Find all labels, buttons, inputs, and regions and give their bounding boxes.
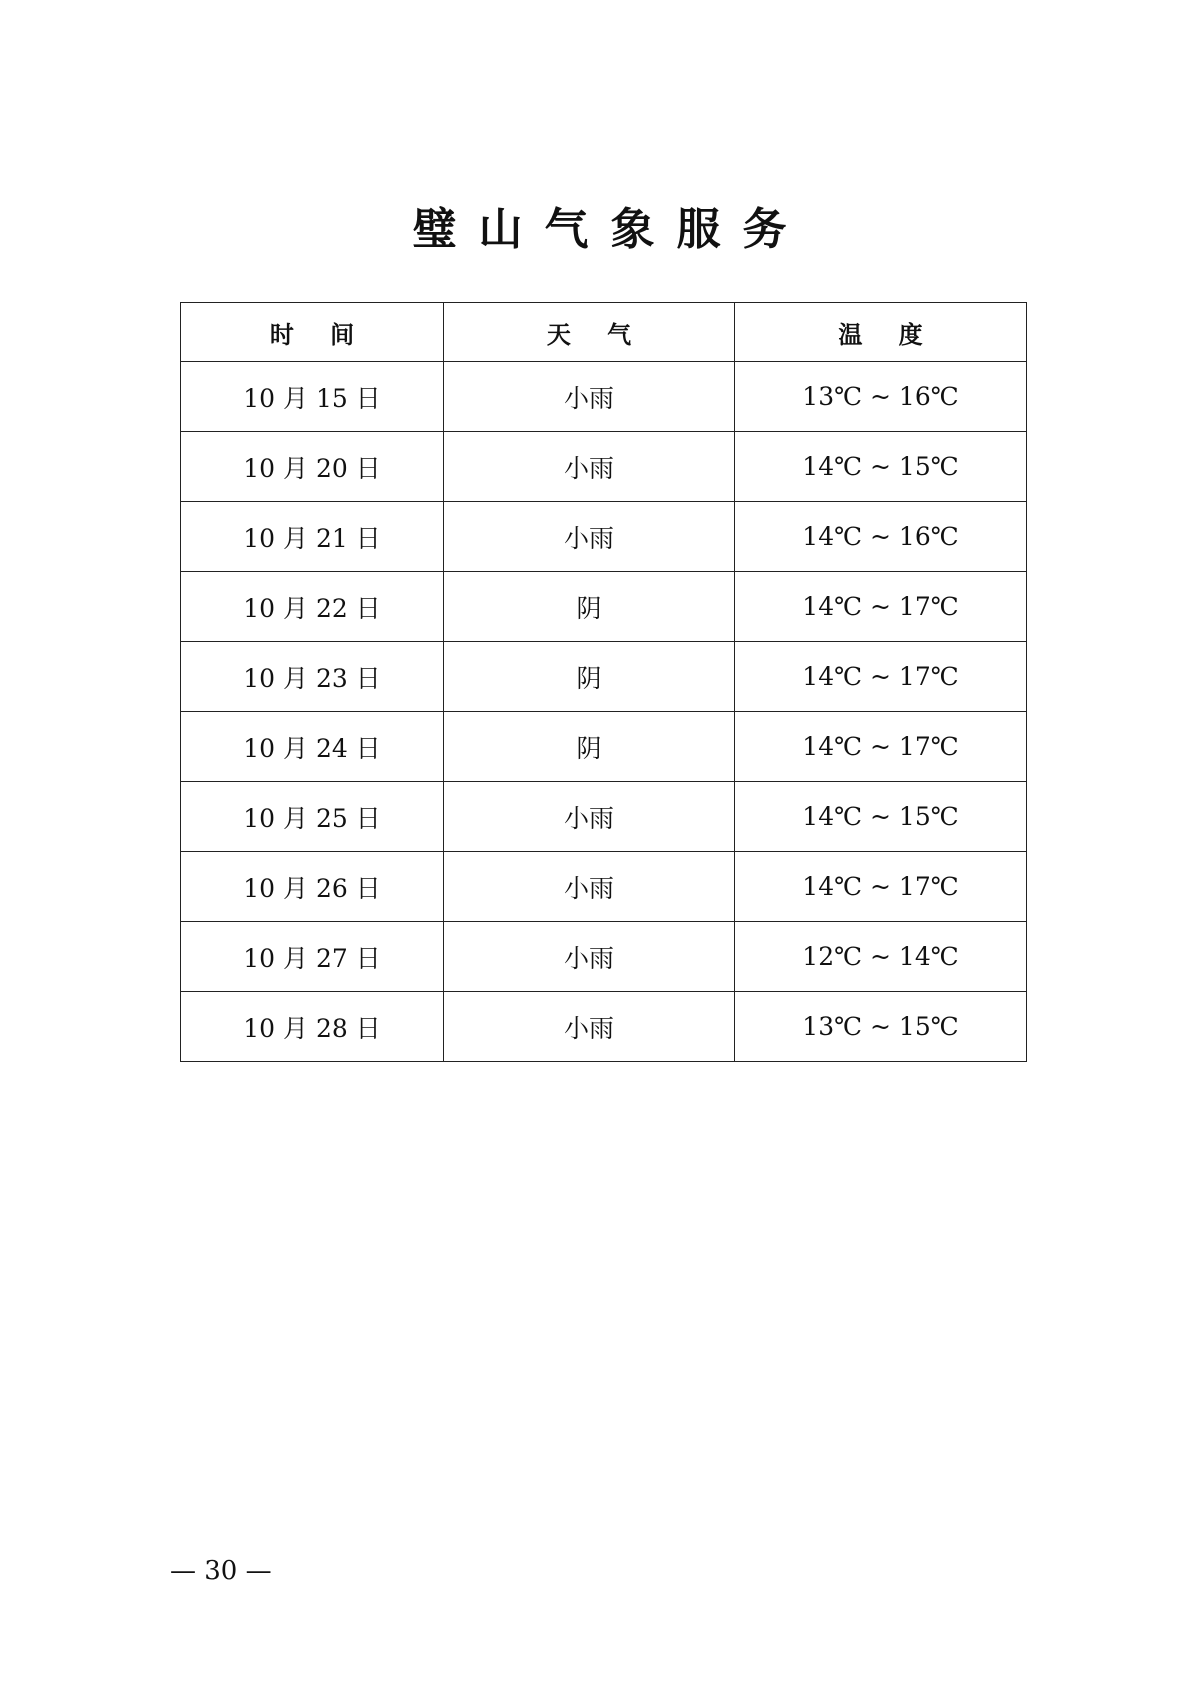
cell-temperature: 14℃ ~ 17℃ <box>735 572 1027 642</box>
table-row <box>181 992 1027 1062</box>
cell-date: 10 月 26 日 <box>181 852 444 922</box>
cell-temperature: 13℃ ~ 16℃ <box>735 362 1027 432</box>
cell-temperature: 14℃ ~ 17℃ <box>735 852 1027 922</box>
header-temperature: 温 度 <box>735 303 1027 362</box>
cell-weather: 阴 <box>444 642 735 712</box>
cell-weather: 阴 <box>444 572 735 642</box>
table-row <box>181 922 1027 992</box>
cell-date: 10 月 20 日 <box>181 432 444 502</box>
cell-temperature: 14℃ ~ 17℃ <box>735 712 1027 782</box>
cell-date: 10 月 27 日 <box>181 922 444 992</box>
cell-temperature: 14℃ ~ 16℃ <box>735 502 1027 572</box>
cell-date: 10 月 21 日 <box>181 502 444 572</box>
table-row <box>181 782 1027 852</box>
table-row <box>181 642 1027 712</box>
cell-weather: 小雨 <box>444 852 735 922</box>
cell-weather: 小雨 <box>444 922 735 992</box>
cell-temperature: 13℃ ~ 15℃ <box>735 992 1027 1062</box>
cell-date: 10 月 23 日 <box>181 642 444 712</box>
cell-date: 10 月 28 日 <box>181 992 444 1062</box>
cell-date: 10 月 24 日 <box>181 712 444 782</box>
cell-weather: 小雨 <box>444 502 735 572</box>
cell-weather: 阴 <box>444 712 735 782</box>
table-row <box>181 362 1027 432</box>
cell-weather: 小雨 <box>444 782 735 852</box>
cell-date: 10 月 22 日 <box>181 572 444 642</box>
table-header-row <box>181 303 1027 362</box>
weather-table <box>180 302 1027 1062</box>
cell-date: 10 月 25 日 <box>181 782 444 852</box>
cell-temperature: 14℃ ~ 17℃ <box>735 642 1027 712</box>
header-weather: 天 气 <box>444 303 735 362</box>
cell-weather: 小雨 <box>444 432 735 502</box>
cell-weather: 小雨 <box>444 362 735 432</box>
cell-temperature: 14℃ ~ 15℃ <box>735 432 1027 502</box>
cell-temperature: 14℃ ~ 15℃ <box>735 782 1027 852</box>
table-row <box>181 502 1027 572</box>
table-row <box>181 712 1027 782</box>
page-title: 璧山气象服务 <box>412 204 809 255</box>
page-number: — 30 — <box>170 1556 272 1586</box>
header-date: 时 间 <box>181 303 444 362</box>
cell-date: 10 月 15 日 <box>181 362 444 432</box>
table-row <box>181 572 1027 642</box>
cell-temperature: 12℃ ~ 14℃ <box>735 922 1027 992</box>
table-row <box>181 432 1027 502</box>
table-row <box>181 852 1027 922</box>
cell-weather: 小雨 <box>444 992 735 1062</box>
